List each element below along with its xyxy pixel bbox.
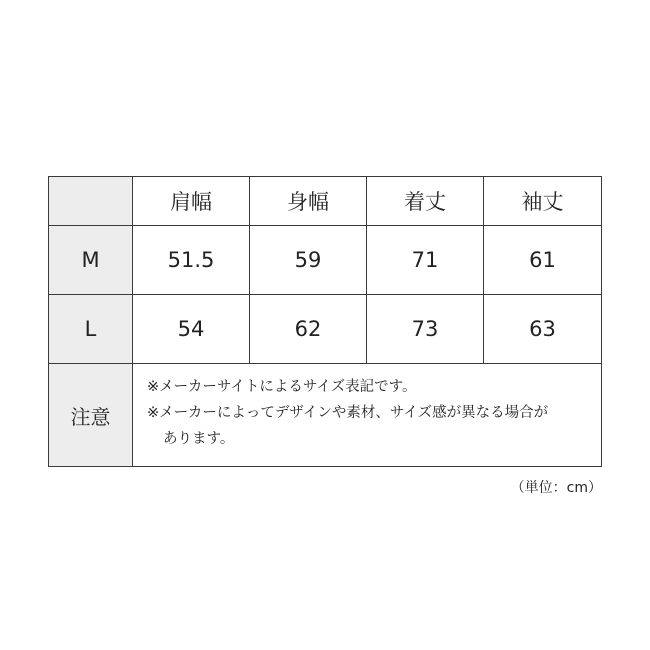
- notes-cell: [133, 364, 602, 467]
- note-line: ※メーカーサイトによるサイズ表記です。: [147, 379, 417, 395]
- unit-caption: （単位：cm）: [510, 480, 602, 496]
- column-header-sleeve-length: 袖丈: [484, 177, 602, 226]
- column-header-length: 着丈: [367, 177, 484, 226]
- size-table: [48, 176, 602, 467]
- note-line: ※メーカーによってデザインや素材、サイズ感が異なる場合が: [147, 405, 549, 421]
- table-cell: 61: [484, 226, 602, 295]
- notes-row: [49, 364, 602, 467]
- note-line: あります。: [163, 431, 235, 447]
- table-cell: 73: [367, 295, 484, 364]
- table-row-m: [49, 226, 602, 295]
- column-header-body-width: 身幅: [250, 177, 367, 226]
- table-cell: 51.5: [133, 226, 250, 295]
- column-header-shoulder-width: 肩幅: [133, 177, 250, 226]
- header-row: [49, 177, 602, 226]
- notes-label: 注意: [49, 364, 133, 467]
- table-cell: 54: [133, 295, 250, 364]
- row-header-size: L: [49, 295, 133, 364]
- corner-cell: [49, 177, 133, 226]
- row-header-size: M: [49, 226, 133, 295]
- table-cell: 59: [250, 226, 367, 295]
- table-cell: 62: [250, 295, 367, 364]
- table-cell: 71: [367, 226, 484, 295]
- table-row-l: [49, 295, 602, 364]
- table-cell: 63: [484, 295, 602, 364]
